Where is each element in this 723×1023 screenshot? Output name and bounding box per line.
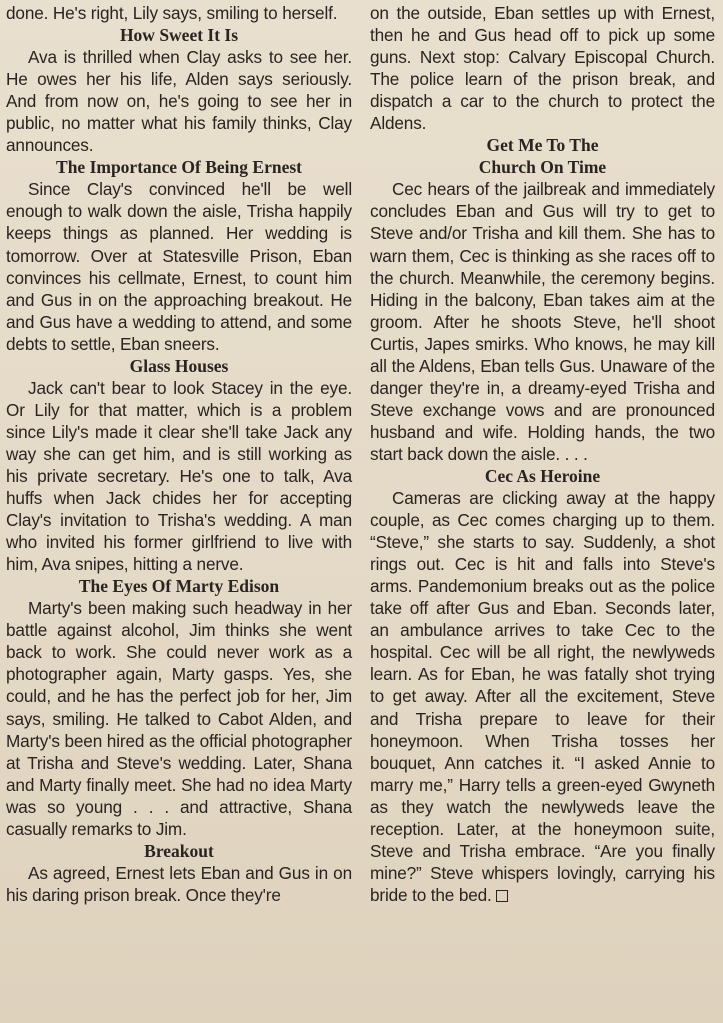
section-heading-glass-houses: Glass Houses [129,355,229,376]
section-body-glass-houses: Jack can't bear to look Stacey in the eye. Or Lily for that matter, which is a problem since Lily's made it clear she'll take Jack any way she can get him, and is still working as his private secretary. He's one to talk, Ava huffs when Jack chides her for accepting Clay's invitation to Trisha's wedding. A man who invited his former girlfriend to live with him, Ava snipes, hitting a nerve. [6,377,352,575]
continued-paragraph: done. He's right, Lily says, smiling to herself. [6,3,338,23]
section-body-how-sweet-it-is: Ava is thrilled when Clay asks to see her. He owes her his life, Alden says seriously. And from now on, he's going to see her in public, no matter what his family thinks, Clay announces. [6,47,352,156]
section-body-cec-as-heroine [370,487,715,906]
heading-line-2: Church On Time [478,157,607,178]
heading-line-1: Get Me To The [486,135,599,156]
section-body-text: Cameras are clicking away at the happy couple, as Cec comes charging up to them. “Steve,” she starts to say. Suddenly, a shot rings out. Cec is hit and falls into Steve's arms. Pandemonium breaks out as the police take off after Gus and Eban. Seconds later, an ambulance arrives to take Cec to the hospital. Cec will be all right, the newlyweds learn. As for Eban, he was fatally shot trying to get away. After all the excitement, Steve and Trisha prepare to leave for their honeymoon. When Trisha tosses her bouquet, Ann catches it. “I asked Annie to marry me,” Harry tells a green-eyed Gwyneth as they watch the newlyweds leave the reception. Later, at the honeymoon suite, Steve and Trisha embrace. “Are you finally mine?” Steve whispers lovingly, carrying his bride to the bed. [370,488,715,905]
section-heading-breakout: Breakout [144,840,214,861]
section-body-importance-of-being-ernest: Since Clay's convinced he'll be well enough to walk down the aisle, Trisha happily keeps things as planned. Her wedding is tomorrow. Over at Statesville Prison, Eban convinces his cellmate, Ernest, to count him and Gus in on the approaching breakout. He and Gus have a wedding to attend, and some debts to settle, Eban sneers. [6,179,352,354]
section-heading-cec-as-heroine: Cec As Heroine [484,465,601,486]
section-body-get-me-to-the-church: Cec hears of the jailbreak and immediately concludes Eban and Gus will try to get to Steve and/or Trisha and kill them. She has to warn them, Cec is thinking as she races off to the church. Meanwhile, the ceremony begins. Hiding in the balcony, Eban takes aim at the groom. After he shoots Steve, he'll shoot Curtis, Japes smirks. Who knows, he may kill all the Aldens, Eban tells Gus. Unaware of the danger they're in, a dreamy-eyed Trisha and Steve exchange vows and are pronounced husband and wife. Holding hands, the two start back down the aisle. . . . [370,179,715,464]
section-body-eyes-of-marty-edison: Marty's been making such headway in her battle against alcohol, Jim thinks she went back to work. She could never work as a photographer again, Marty gasps. Yes, she could, and he has the perfect job for her, Jim says, smiling. He talked to Cabot Alden, and Marty's been hired as the official photographer at Trisha and Steve's wedding. Later, Shana and Marty finally meet. She had no idea Marty was so young . . . and attractive, Shana casually remarks to Jim. [6,598,352,839]
section-heading-how-sweet-it-is: How Sweet It Is [119,25,239,46]
section-body-breakout: As agreed, Ernest lets Eban and Gus in on his daring prison break. Once they're [6,862,352,905]
end-of-article-box-icon [496,890,508,902]
section-heading-get-me-to-the-church [370,134,715,178]
section-heading-importance-of-being-ernest: The Importance Of Being Ernest [56,157,302,178]
continued-paragraph: on the outside, Eban settles up with Ernest, then he and Gus head off to pick up some guns. Next stop: Calvary Episcopal Church. The police learn of the prison break, and dispatch a car to the church to protect the Aldens. [370,3,715,134]
right-column [370,2,715,906]
section-heading-eyes-of-marty-edison: The Eyes Of Marty Edison [78,576,280,597]
left-column [6,2,352,906]
